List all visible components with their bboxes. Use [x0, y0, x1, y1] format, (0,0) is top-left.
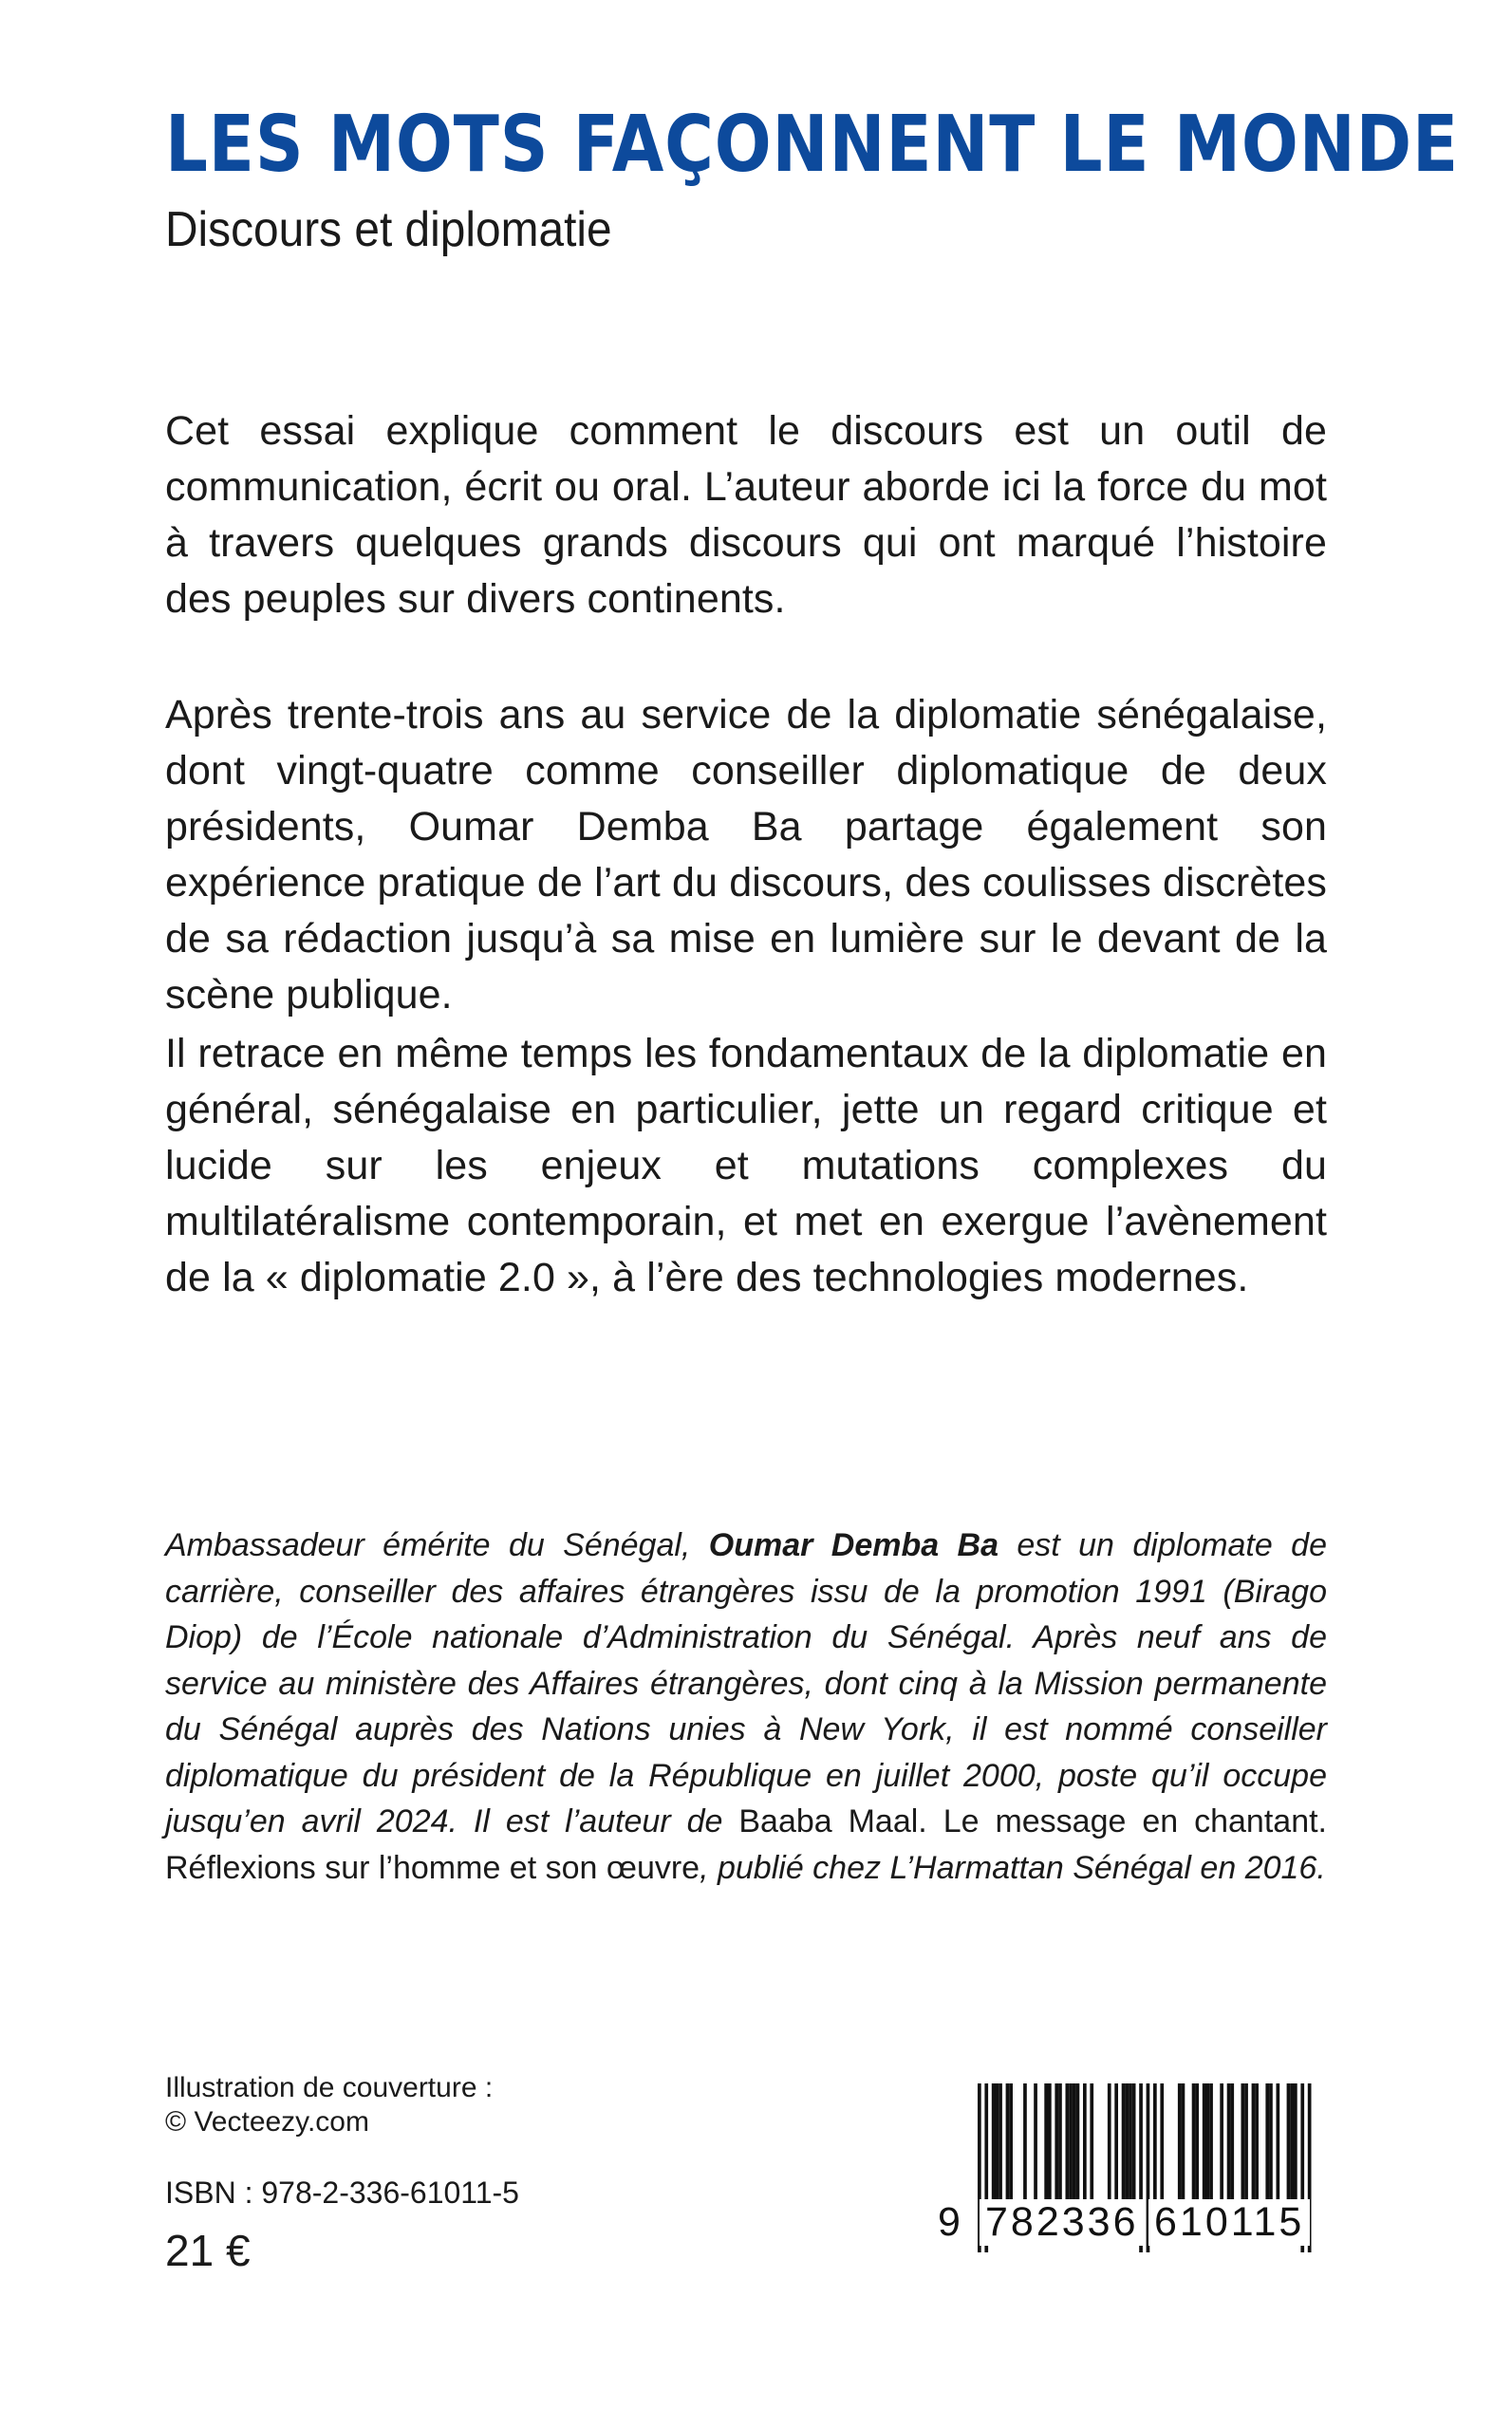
bio-outro: , publié chez L’Harmattan Sénégal en 2016. — [700, 1849, 1326, 1886]
summary-paragraph-1: Cet essai explique comment le discours est un outil de communication, écrit ou oral. L’auteur aborde ici la force du mot à travers quelques grands discours qui ont marqué l’histoire des peuples sur divers continents. — [165, 408, 1327, 622]
illustration-source: © Vecteezy.com — [165, 2106, 369, 2138]
book-subtitle: Discours et diplomatie — [165, 202, 612, 257]
barcode-digits — [938, 2199, 1319, 2256]
summary-paragraph-2: Après trente-trois ans au service de la diplomatie sénégalaise, dont vingt-quatre comme conseiller diplomatique de deux présidents, Oumar Demba Ba partage également son expérience pratique de l’art du discours, des coulisses discrètes de sa rédaction jusqu’à sa mise en lumière sur le devant de la scène publique. — [165, 692, 1327, 1018]
summary-paragraph-3: Il retrace en même temps les fondamentaux de la diplomatie en général, sénégalaise en particulier, jette un regard critique et lucide sur les enjeux et mutations complexes du multilatéralisme contemporain, et met en exergue l’avènement de la « diplomatie 2.0 », à l’ère des technologies modernes. — [165, 1031, 1327, 1300]
author-name: Oumar Demba Ba — [708, 1527, 999, 1563]
bio-text: est un diplomate de carrière, conseiller des affaires étrangères issu de la promotion 1991 (Birago Diop) de l’École nationale d’Administration du Sénégal. Après neuf ans de service au ministère des Affaires étrangères, dont cinq à la Mission permanente du Sénégal auprès des Nations unies à New York, il est nommé conseiller diplomatique du président de la République en juillet 2000, poste qu’il occupe jusqu’en avril 2024. Il est l’auteur de — [165, 1527, 1327, 1839]
illustration-credits — [165, 2071, 493, 2139]
illustration-label: Illustration de couverture : — [165, 2072, 494, 2103]
bio-intro: Ambassadeur émérite du Sénégal, — [165, 1527, 709, 1563]
barcode-group-2: 610115 — [1148, 2199, 1310, 2246]
book-title: LES MOTS FAÇONNENT LE MONDE — [165, 100, 1460, 190]
barcode-lead-digit: 9 — [938, 2199, 961, 2245]
isbn: ISBN : 978-2-336-61011-5 — [165, 2176, 519, 2210]
barcode-group-1: 782336 — [980, 2199, 1145, 2246]
author-bio — [165, 1522, 1327, 1891]
price: 21 € — [165, 2226, 251, 2275]
bio-book-title: Baaba Maal. Le message en chantant. Réflexions sur l’homme et son œuvre — [165, 1803, 1328, 1886]
